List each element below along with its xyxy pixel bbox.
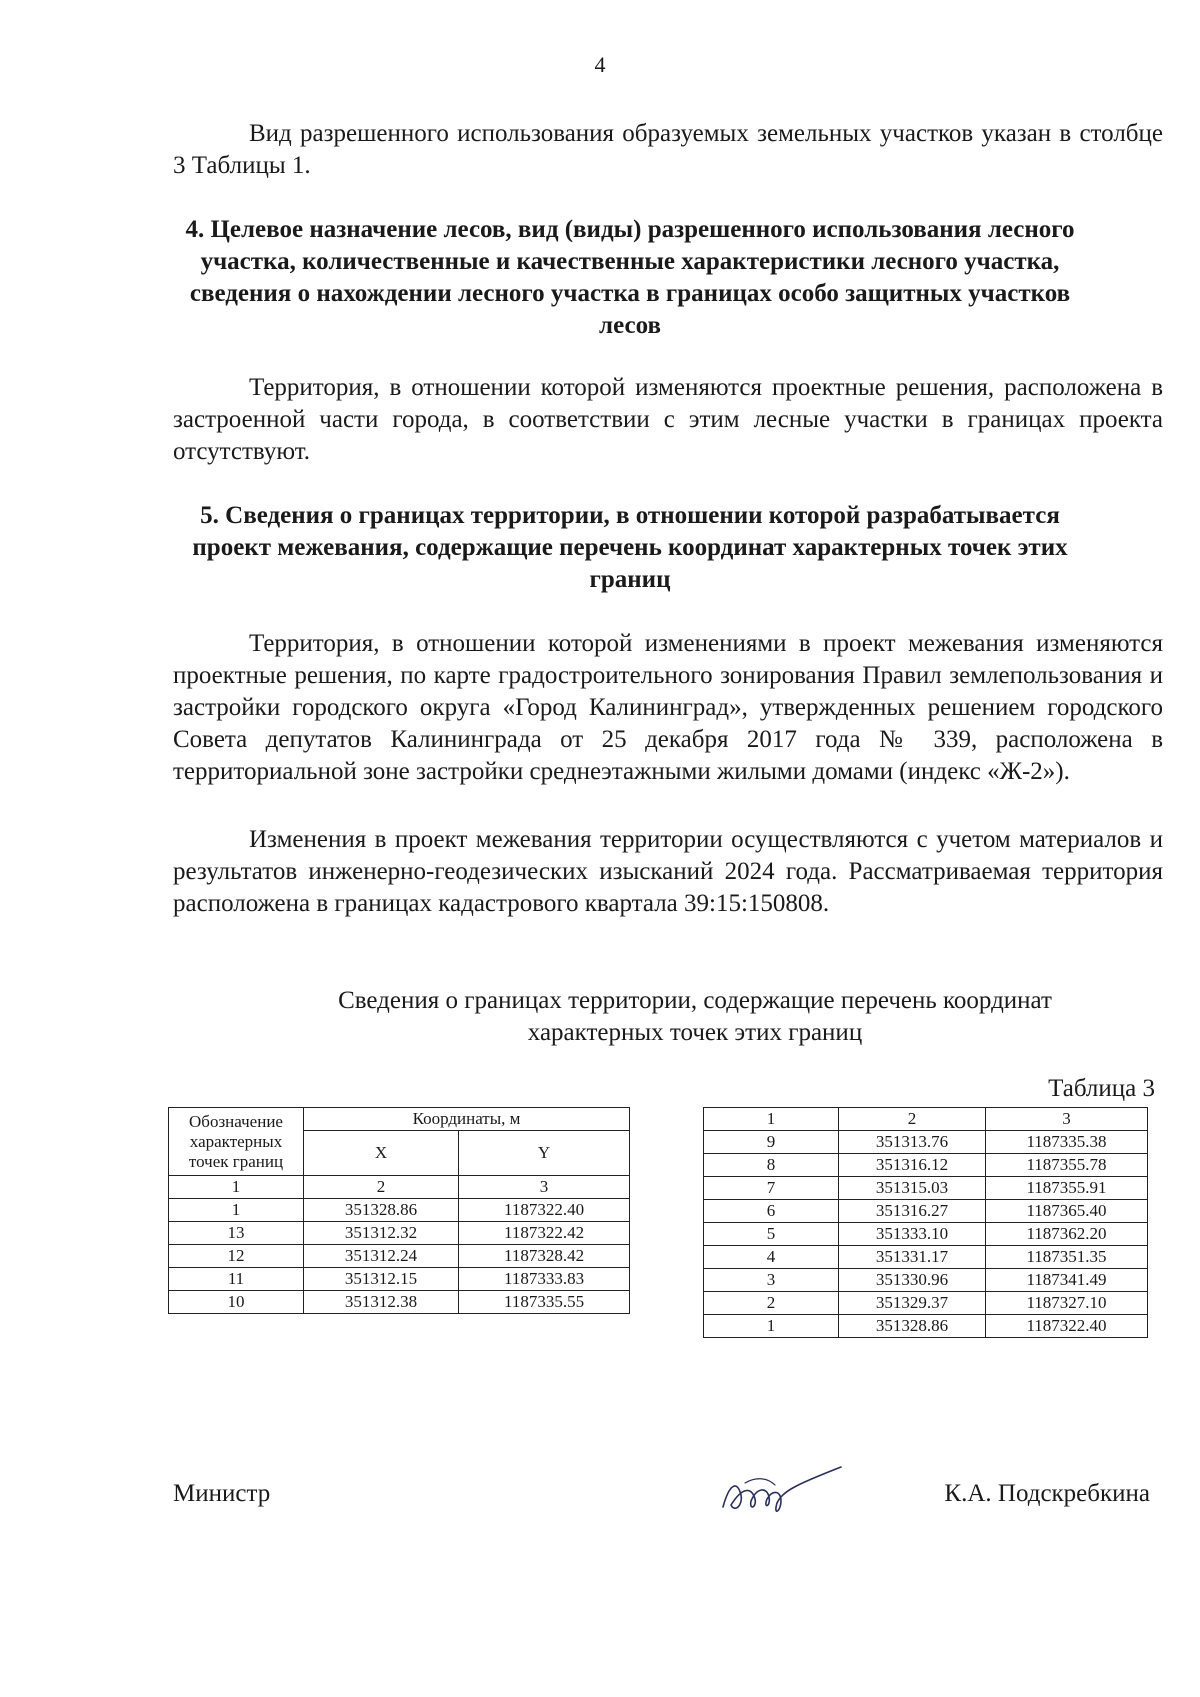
header-x: X	[304, 1131, 459, 1176]
x-cell: 351312.24	[304, 1245, 459, 1268]
table-row	[704, 1154, 1148, 1177]
x-cell: 351316.27	[839, 1200, 986, 1223]
table-row	[169, 1199, 630, 1222]
point-cell: 4	[704, 1246, 839, 1269]
signatory-name: К.А. Подскребкина	[944, 1480, 1150, 1507]
point-cell: 3	[704, 1269, 839, 1292]
point-cell: 12	[169, 1245, 304, 1268]
x-cell: 351313.76	[839, 1131, 986, 1154]
point-cell: 9	[704, 1131, 839, 1154]
intro-paragraph: Вид разрешенного использования образуемых земельных участков указан в столбце 3 Таблицы 1.	[173, 120, 1163, 179]
x-cell: 351312.15	[304, 1268, 459, 1291]
y-cell: 1187355.78	[986, 1154, 1148, 1177]
x-cell: 351330.96	[839, 1269, 986, 1292]
point-cell: 2	[704, 1292, 839, 1315]
table-row	[169, 1245, 630, 1268]
table-row	[704, 1200, 1148, 1223]
table-row	[704, 1315, 1148, 1338]
table-label: Таблица 3	[1048, 1075, 1155, 1102]
point-cell: 1	[704, 1315, 839, 1338]
section-4-text: Территория, в отношении которой изменяются проектные решения, расположена в застроенной части города, в соответствии с этим лесные участки в границах проекта отсутствуют.	[173, 374, 1163, 465]
col-number: 2	[839, 1108, 986, 1131]
col-number: 2	[304, 1176, 459, 1199]
x-cell: 351312.32	[304, 1222, 459, 1245]
table-row	[704, 1177, 1148, 1200]
col-number: 1	[169, 1176, 304, 1199]
point-cell: 7	[704, 1177, 839, 1200]
x-cell: 351333.10	[839, 1223, 986, 1246]
point-cell: 8	[704, 1154, 839, 1177]
coordinates-table-left	[168, 1107, 630, 1314]
y-cell: 1187341.49	[986, 1269, 1148, 1292]
x-cell: 351316.12	[839, 1154, 986, 1177]
table-row	[704, 1246, 1148, 1269]
section-5-heading: 5. Сведения о границах территории, в отношении которой разрабатывается проект межевания, содержащие перечень координат характерных точек этих границ	[192, 502, 1068, 593]
table-row	[704, 1269, 1148, 1292]
signatory-position: Министр	[173, 1480, 271, 1507]
y-cell: 1187322.40	[986, 1315, 1148, 1338]
point-cell: 6	[704, 1200, 839, 1223]
header-point: Обозначение характерных точек границ	[169, 1108, 304, 1176]
table-header-row	[169, 1108, 630, 1131]
table-row	[704, 1223, 1148, 1246]
point-cell: 13	[169, 1222, 304, 1245]
point-cell: 1	[169, 1199, 304, 1222]
x-cell: 351329.37	[839, 1292, 986, 1315]
point-cell: 10	[169, 1291, 304, 1314]
x-cell: 351328.86	[839, 1315, 986, 1338]
y-cell: 1187335.55	[459, 1291, 630, 1314]
col-number: 3	[459, 1176, 630, 1199]
y-cell: 1187335.38	[986, 1131, 1148, 1154]
header-coords: Координаты, м	[304, 1108, 630, 1131]
table-row	[704, 1131, 1148, 1154]
header-y: Y	[459, 1131, 630, 1176]
y-cell: 1187322.42	[459, 1222, 630, 1245]
x-cell: 351331.17	[839, 1246, 986, 1269]
signature-icon	[715, 1455, 845, 1525]
x-cell: 351328.86	[304, 1199, 459, 1222]
y-cell: 1187365.40	[986, 1200, 1148, 1223]
table-row	[169, 1291, 630, 1314]
point-cell: 5	[704, 1223, 839, 1246]
section-5-text-2: Изменения в проект межевания территории осуществляются с учетом материалов и результатов инженерно-геодезических изысканий 2024 года. Рассматриваемая территория расположена в границах кадастрового квартала 39:15:150808.	[173, 826, 1163, 917]
column-number-row	[704, 1108, 1148, 1131]
section-4-heading: 4. Целевое назначение лесов, вид (виды) разрешенного использования лесного участка, количественные и качественные характеристики лесного участка, сведения о нахождении лесного участка в границах особо защитных участков лесов	[185, 216, 1075, 339]
table-row	[169, 1222, 630, 1245]
y-cell: 1187327.10	[986, 1292, 1148, 1315]
y-cell: 1187362.20	[986, 1223, 1148, 1246]
col-number: 3	[986, 1108, 1148, 1131]
y-cell: 1187328.42	[459, 1245, 630, 1268]
x-cell: 351315.03	[839, 1177, 986, 1200]
page-number: 4	[594, 52, 606, 77]
y-cell: 1187333.83	[459, 1268, 630, 1291]
table-caption: Сведения о границах территории, содержащие перечень координат характерных точек этих границ	[338, 987, 1052, 1046]
x-cell: 351312.38	[304, 1291, 459, 1314]
col-number: 1	[704, 1108, 839, 1131]
column-number-row	[169, 1176, 630, 1199]
point-cell: 11	[169, 1268, 304, 1291]
y-cell: 1187355.91	[986, 1177, 1148, 1200]
coordinates-table-right	[703, 1107, 1148, 1338]
table-row	[704, 1292, 1148, 1315]
section-5-text-1: Территория, в отношении которой изменениями в проект межевания изменяются проектные решения, по карте градостроительного зонирования Правил землепользования и застройки городского округа «Город Калининград», утвержденных решением городского Совета депутатов Калининграда от 25 декабря 2017 года № 339, расположена в территориальной зоне застройки среднеэтажными жилыми домами (индекс «Ж-2»).	[173, 630, 1163, 785]
y-cell: 1187351.35	[986, 1246, 1148, 1269]
y-cell: 1187322.40	[459, 1199, 630, 1222]
table-row	[169, 1268, 630, 1291]
